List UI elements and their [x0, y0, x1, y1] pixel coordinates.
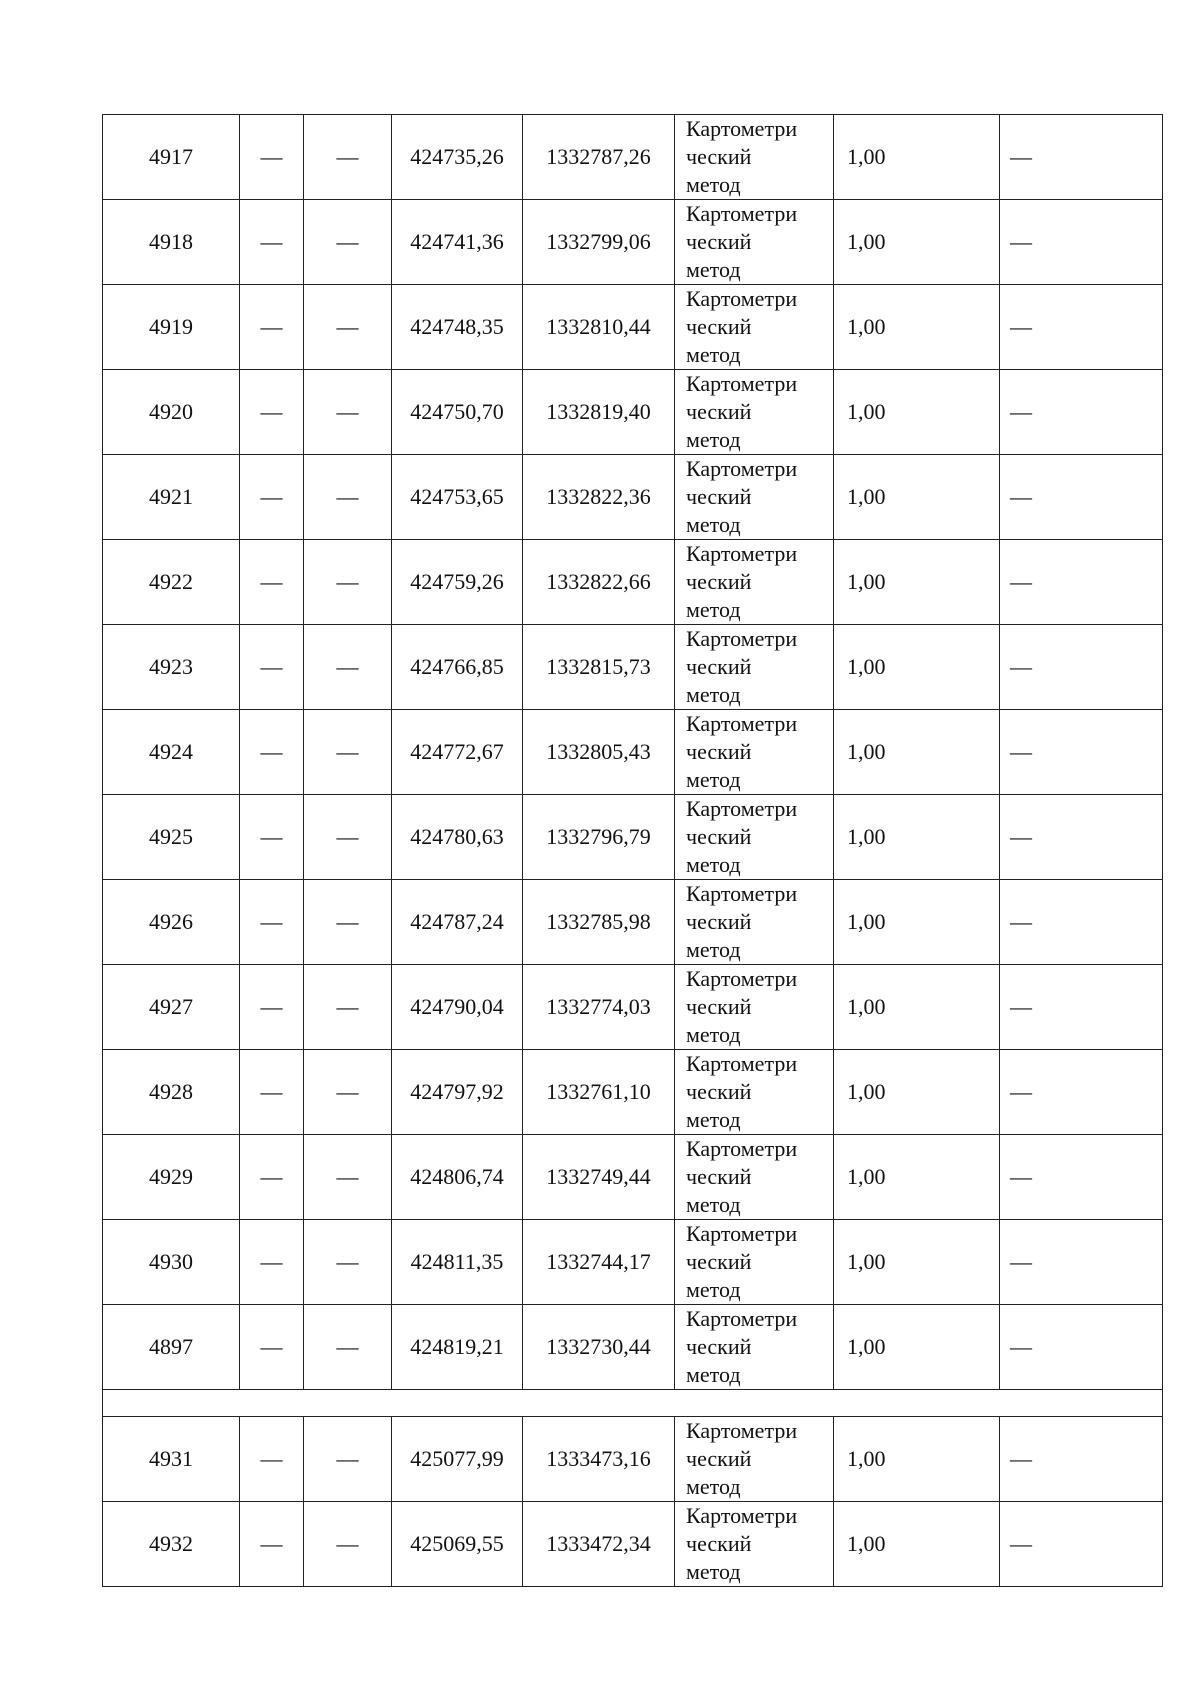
cell-point-number: 4930 — [103, 1220, 240, 1305]
cell-accuracy: 1,00 — [834, 795, 1000, 880]
cell-description: — — [1000, 200, 1163, 285]
cell-new-y: 1332785,98 — [523, 880, 675, 965]
cell-new-y: 1332744,17 — [523, 1220, 675, 1305]
table-row — [103, 200, 1163, 285]
table-row — [103, 1050, 1163, 1135]
cell-old-y: — — [304, 455, 392, 540]
cell-new-x: 424787,24 — [392, 880, 523, 965]
cell-point-number: 4923 — [103, 625, 240, 710]
method-text-line: Картометри — [686, 116, 798, 141]
cell-accuracy: 1,00 — [834, 115, 1000, 200]
cell-description: — — [1000, 880, 1163, 965]
cell-old-x: — — [240, 1502, 304, 1587]
method-text-line: Картометри — [686, 201, 798, 226]
cell-new-x: 424797,92 — [392, 1050, 523, 1135]
method-text-line: ческий — [686, 824, 752, 849]
cell-point-number: 4928 — [103, 1050, 240, 1135]
cell-accuracy: 1,00 — [834, 1502, 1000, 1587]
cell-description: — — [1000, 540, 1163, 625]
method-text-line: ческий — [686, 569, 752, 594]
cell-method — [675, 880, 834, 965]
cell-new-x: 424811,35 — [392, 1220, 523, 1305]
cell-point-number: 4926 — [103, 880, 240, 965]
method-text-line: ческий — [686, 739, 752, 764]
cell-accuracy: 1,00 — [834, 1135, 1000, 1220]
method-text-line: метод — [686, 1107, 741, 1132]
cell-old-y: — — [304, 965, 392, 1050]
cell-old-y: — — [304, 1220, 392, 1305]
table-row — [103, 285, 1163, 370]
cell-new-y: 1332730,44 — [523, 1305, 675, 1390]
cell-new-y: 1332799,06 — [523, 200, 675, 285]
table-row — [103, 625, 1163, 710]
method-text-line: метод — [686, 1559, 741, 1584]
cell-new-x: 424735,26 — [392, 115, 523, 200]
cell-old-x: — — [240, 540, 304, 625]
cell-old-y: — — [304, 1417, 392, 1502]
table-row — [103, 1135, 1163, 1220]
method-text-line: метод — [686, 937, 741, 962]
cell-old-y: — — [304, 1305, 392, 1390]
cell-accuracy: 1,00 — [834, 200, 1000, 285]
cell-old-y: — — [304, 710, 392, 795]
cell-old-x: — — [240, 1135, 304, 1220]
cell-accuracy: 1,00 — [834, 880, 1000, 965]
method-text-line: ческий — [686, 1531, 752, 1556]
cell-accuracy: 1,00 — [834, 1220, 1000, 1305]
method-text-line: Картометри — [686, 881, 798, 906]
cell-accuracy: 1,00 — [834, 625, 1000, 710]
cell-description: — — [1000, 1135, 1163, 1220]
table-row — [103, 540, 1163, 625]
cell-new-y: 1332761,10 — [523, 1050, 675, 1135]
method-text-line: Картометри — [686, 371, 798, 396]
cell-method — [675, 965, 834, 1050]
cell-old-x: — — [240, 625, 304, 710]
cell-accuracy: 1,00 — [834, 455, 1000, 540]
cell-accuracy: 1,00 — [834, 540, 1000, 625]
cell-new-y: 1332749,44 — [523, 1135, 675, 1220]
cell-point-number: 4925 — [103, 795, 240, 880]
cell-description: — — [1000, 1220, 1163, 1305]
cell-point-number: 4927 — [103, 965, 240, 1050]
cell-old-y: — — [304, 1135, 392, 1220]
cell-old-x: — — [240, 370, 304, 455]
cell-old-y: — — [304, 625, 392, 710]
method-text-line: метод — [686, 427, 741, 452]
table-row — [103, 795, 1163, 880]
cell-method — [675, 200, 834, 285]
cell-description: — — [1000, 625, 1163, 710]
cell-new-y: 1333473,16 — [523, 1417, 675, 1502]
cell-old-y: — — [304, 285, 392, 370]
cell-old-x: — — [240, 880, 304, 965]
cell-old-y: — — [304, 880, 392, 965]
cell-new-y: 1332822,66 — [523, 540, 675, 625]
method-text-line: ческий — [686, 1164, 752, 1189]
cell-point-number: 4931 — [103, 1417, 240, 1502]
cell-old-y: — — [304, 370, 392, 455]
cell-new-y: 1333472,34 — [523, 1502, 675, 1587]
coordinates-table — [102, 114, 1163, 1587]
method-text-line: ческий — [686, 399, 752, 424]
cell-description: — — [1000, 795, 1163, 880]
cell-new-y: 1332815,73 — [523, 625, 675, 710]
cell-new-x: 424772,67 — [392, 710, 523, 795]
cell-old-x: — — [240, 710, 304, 795]
method-text-line: метод — [686, 682, 741, 707]
cell-description: — — [1000, 1305, 1163, 1390]
cell-method — [675, 285, 834, 370]
cell-method — [675, 1220, 834, 1305]
table-row — [103, 710, 1163, 795]
contour-separator-row — [103, 1390, 1163, 1417]
table-row — [103, 115, 1163, 200]
cell-description: — — [1000, 965, 1163, 1050]
method-text-line: Картометри — [686, 966, 798, 991]
method-text-line: метод — [686, 342, 741, 367]
cell-description: — — [1000, 455, 1163, 540]
cell-old-x: — — [240, 1220, 304, 1305]
cell-point-number: 4922 — [103, 540, 240, 625]
cell-description: — — [1000, 1417, 1163, 1502]
cell-method — [675, 115, 834, 200]
table-row — [103, 965, 1163, 1050]
cell-method — [675, 1050, 834, 1135]
cell-new-x: 424819,21 — [392, 1305, 523, 1390]
method-text-line: Картометри — [686, 1136, 798, 1161]
cell-point-number: 4932 — [103, 1502, 240, 1587]
cell-accuracy: 1,00 — [834, 1305, 1000, 1390]
table-row — [103, 1417, 1163, 1502]
cell-method — [675, 625, 834, 710]
cell-method — [675, 1135, 834, 1220]
method-text-line: метод — [686, 512, 741, 537]
cell-old-x: — — [240, 285, 304, 370]
method-text-line: ческий — [686, 1079, 752, 1104]
method-text-line: ческий — [686, 1334, 752, 1359]
method-text-line: Картометри — [686, 1051, 798, 1076]
method-text-line: Картометри — [686, 1221, 798, 1246]
cell-description: — — [1000, 115, 1163, 200]
method-text-line: Картометри — [686, 711, 798, 736]
cell-new-y: 1332787,26 — [523, 115, 675, 200]
cell-old-x: — — [240, 795, 304, 880]
cell-new-y: 1332819,40 — [523, 370, 675, 455]
cell-accuracy: 1,00 — [834, 370, 1000, 455]
cell-old-x: — — [240, 455, 304, 540]
method-text-line: ческий — [686, 1446, 752, 1471]
method-text-line: Картометри — [686, 626, 798, 651]
cell-old-y: — — [304, 200, 392, 285]
method-text-line: Картометри — [686, 796, 798, 821]
method-text-line: Картометри — [686, 1418, 798, 1443]
cell-old-x: — — [240, 115, 304, 200]
cell-old-y: — — [304, 1502, 392, 1587]
method-text-line: Картометри — [686, 456, 798, 481]
method-text-line: метод — [686, 257, 741, 282]
cell-method — [675, 1417, 834, 1502]
method-text-line: метод — [686, 172, 741, 197]
cell-new-y: 1332796,79 — [523, 795, 675, 880]
cell-accuracy: 1,00 — [834, 1050, 1000, 1135]
cell-method — [675, 1305, 834, 1390]
cell-point-number: 4924 — [103, 710, 240, 795]
table-row — [103, 880, 1163, 965]
method-text-line: ческий — [686, 1249, 752, 1274]
method-text-line: метод — [686, 597, 741, 622]
method-text-line: ческий — [686, 654, 752, 679]
cell-description: — — [1000, 370, 1163, 455]
method-text-line: метод — [686, 1474, 741, 1499]
cell-new-y: 1332822,36 — [523, 455, 675, 540]
method-text-line: Картометри — [686, 1306, 798, 1331]
method-text-line: метод — [686, 1277, 741, 1302]
method-text-line: ческий — [686, 144, 752, 169]
cell-new-x: 424790,04 — [392, 965, 523, 1050]
cell-accuracy: 1,00 — [834, 285, 1000, 370]
method-text-line: ческий — [686, 314, 752, 339]
method-text-line: метод — [686, 1192, 741, 1217]
table-row — [103, 455, 1163, 540]
cell-method — [675, 540, 834, 625]
cell-point-number: 4918 — [103, 200, 240, 285]
table-body — [103, 115, 1163, 1587]
cell-new-x: 425069,55 — [392, 1502, 523, 1587]
cell-new-x: 424753,65 — [392, 455, 523, 540]
cell-accuracy: 1,00 — [834, 965, 1000, 1050]
method-text-line: ческий — [686, 229, 752, 254]
cell-description: — — [1000, 710, 1163, 795]
cell-old-x: — — [240, 200, 304, 285]
method-text-line: метод — [686, 1022, 741, 1047]
cell-accuracy: 1,00 — [834, 710, 1000, 795]
method-text-line: Картометри — [686, 1503, 798, 1528]
cell-new-x: 424766,85 — [392, 625, 523, 710]
method-text-line: Картометри — [686, 286, 798, 311]
cell-new-x: 424741,36 — [392, 200, 523, 285]
cell-old-y: — — [304, 1050, 392, 1135]
method-text-line: метод — [686, 767, 741, 792]
cell-point-number: 4920 — [103, 370, 240, 455]
separator-cell — [103, 1390, 1163, 1417]
cell-new-x: 424750,70 — [392, 370, 523, 455]
table-row — [103, 1305, 1163, 1390]
cell-old-x: — — [240, 1050, 304, 1135]
table-row — [103, 370, 1163, 455]
cell-method — [675, 795, 834, 880]
cell-new-y: 1332810,44 — [523, 285, 675, 370]
cell-description: — — [1000, 1502, 1163, 1587]
cell-method — [675, 370, 834, 455]
cell-new-y: 1332774,03 — [523, 965, 675, 1050]
cell-new-y: 1332805,43 — [523, 710, 675, 795]
cell-old-x: — — [240, 1417, 304, 1502]
method-text-line: ческий — [686, 994, 752, 1019]
method-text-line: ческий — [686, 909, 752, 934]
cell-point-number: 4921 — [103, 455, 240, 540]
table-row — [103, 1502, 1163, 1587]
cell-new-x: 424780,63 — [392, 795, 523, 880]
method-text-line: метод — [686, 852, 741, 877]
cell-new-x: 424748,35 — [392, 285, 523, 370]
cell-point-number: 4919 — [103, 285, 240, 370]
cell-description: — — [1000, 1050, 1163, 1135]
cell-accuracy: 1,00 — [834, 1417, 1000, 1502]
method-text-line: ческий — [686, 484, 752, 509]
cell-old-x: — — [240, 1305, 304, 1390]
method-text-line: Картометри — [686, 541, 798, 566]
cell-point-number: 4897 — [103, 1305, 240, 1390]
cell-old-x: — — [240, 965, 304, 1050]
cell-description: — — [1000, 285, 1163, 370]
cell-new-x: 425077,99 — [392, 1417, 523, 1502]
cell-point-number: 4917 — [103, 115, 240, 200]
cell-method — [675, 1502, 834, 1587]
cell-point-number: 4929 — [103, 1135, 240, 1220]
method-text-line: метод — [686, 1362, 741, 1387]
cell-new-x: 424759,26 — [392, 540, 523, 625]
cell-method — [675, 455, 834, 540]
cell-old-y: — — [304, 540, 392, 625]
cell-old-y: — — [304, 795, 392, 880]
table-row — [103, 1220, 1163, 1305]
cell-old-y: — — [304, 115, 392, 200]
cell-new-x: 424806,74 — [392, 1135, 523, 1220]
cell-method — [675, 710, 834, 795]
